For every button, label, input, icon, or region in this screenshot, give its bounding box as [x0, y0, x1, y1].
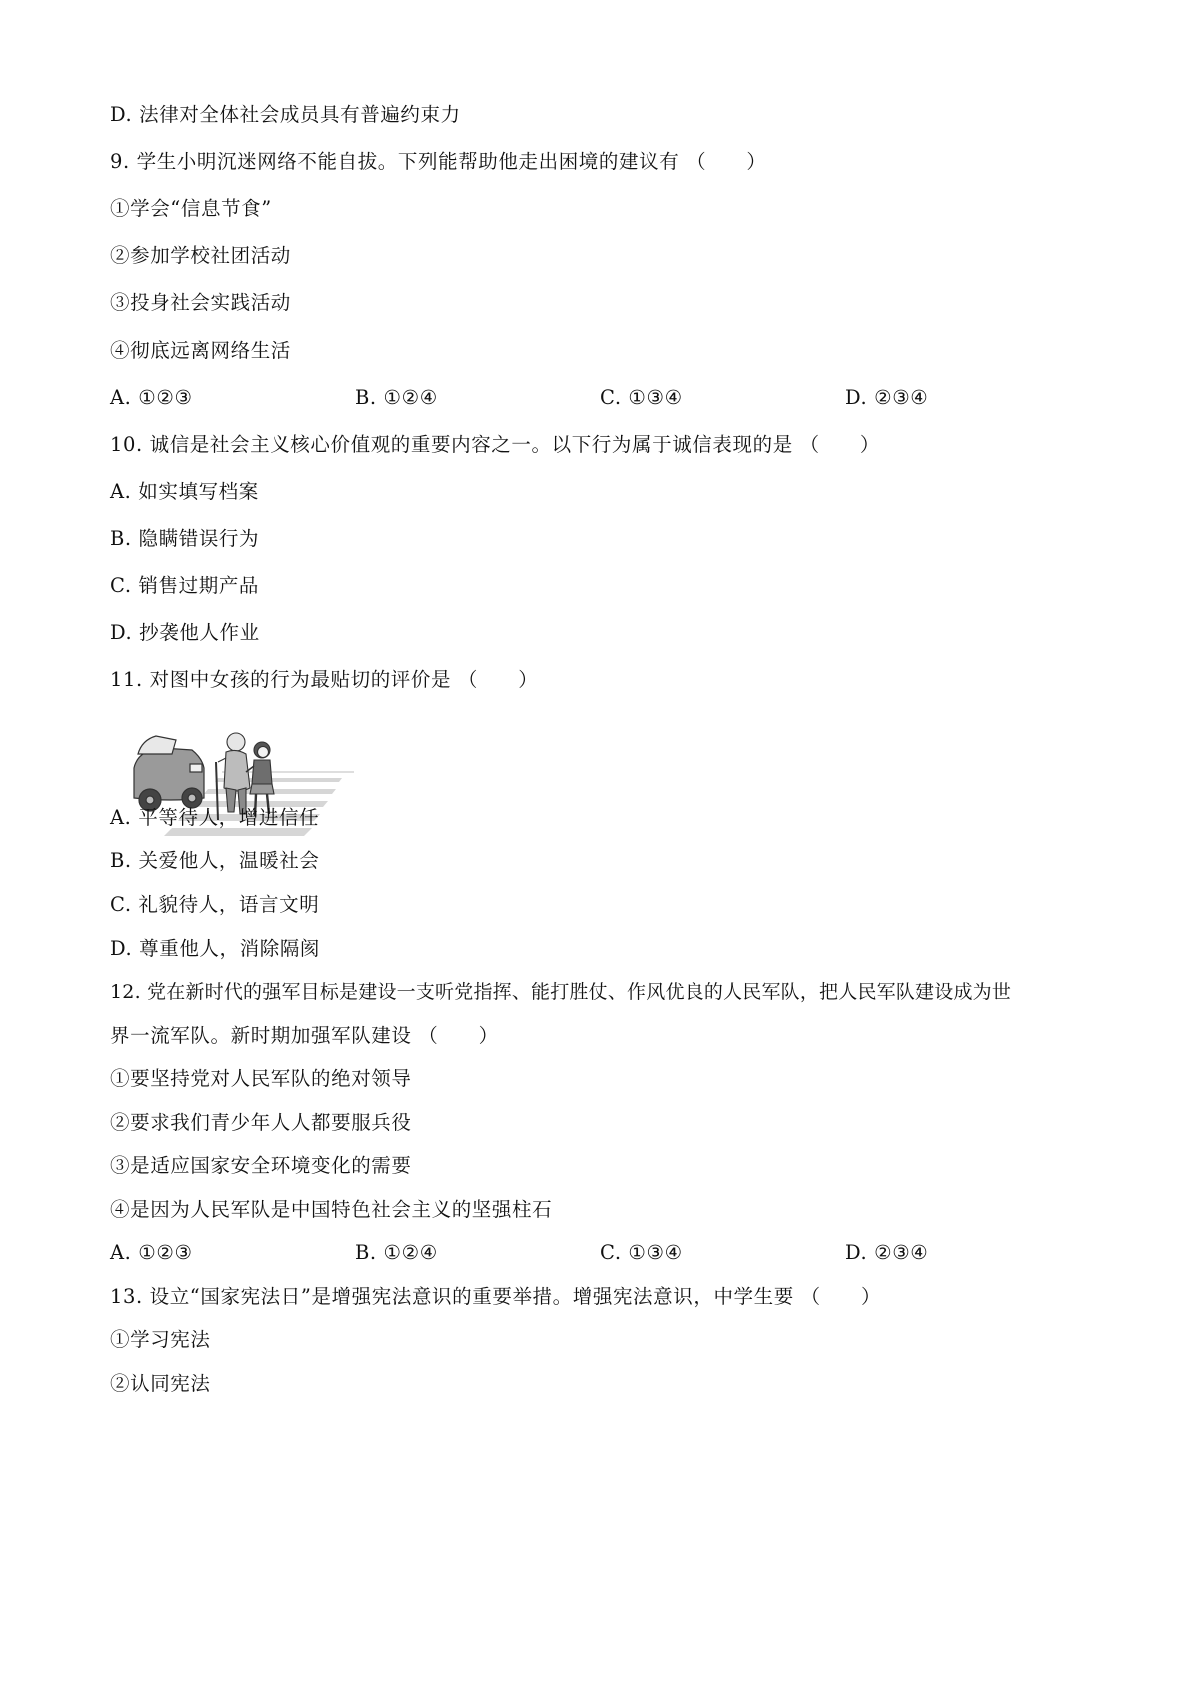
q12-item-3: ③是适应国家安全环境变化的需要 — [110, 1154, 412, 1177]
q9-option-b: B. ①②④ — [355, 386, 438, 409]
q9-option-d: D. ②③④ — [845, 386, 929, 409]
q12-option-c: C. ①③④ — [600, 1241, 683, 1264]
q13-item-2: ②认同宪法 — [110, 1372, 211, 1395]
q10-option-c: C. 销售过期产品 — [110, 574, 260, 597]
q9-item-1: ①学会“信息节食” — [110, 197, 272, 220]
q10-option-b: B. 隐瞒错误行为 — [110, 527, 260, 550]
q11-option-d: D. 尊重他人，消除隔阂 — [110, 937, 321, 960]
q9-item-4: ④彻底远离网络生活 — [110, 339, 291, 362]
q10-option-a: A. 如实填写档案 — [110, 480, 259, 503]
q12-item-4: ④是因为人民军队是中国特色社会主义的坚强柱石 — [110, 1198, 553, 1221]
q13-stem: 13. 设立“国家宪法日”是增强宪法意识的重要举措。增强宪法意识，中学生要 （ ） — [110, 1285, 882, 1308]
q12-option-b: B. ①②④ — [355, 1241, 438, 1264]
q12-option-a: A. ①②③ — [110, 1241, 193, 1264]
q12-stem-line-1: 12. 党在新时代的强军目标是建设一支听党指挥、能打胜仗、作风优良的人民军队，把人民军队建设成为世 — [110, 981, 1012, 1003]
q11-option-c: C. 礼貌待人，语言文明 — [110, 893, 320, 916]
q9-item-3: ③投身社会实践活动 — [110, 291, 291, 314]
q9-option-c: C. ①③④ — [600, 386, 683, 409]
q13-item-1: ①学习宪法 — [110, 1328, 211, 1351]
q12-item-2: ②要求我们青少年人人都要服兵役 — [110, 1111, 412, 1134]
q10-option-d: D. 抄袭他人作业 — [110, 621, 260, 644]
q12-stem-line-2: 界一流军队。新时期加强军队建设 （ ） — [110, 1024, 499, 1047]
q11-option-b: B. 关爱他人，温暖社会 — [110, 849, 320, 872]
q12-option-d: D. ②③④ — [845, 1241, 929, 1264]
q9-stem: 9. 学生小明沉迷网络不能自拔。下列能帮助他走出困境的建议有 （ ） — [110, 150, 767, 173]
q8-option-d: D. 法律对全体社会成员具有普遍约束力 — [110, 103, 461, 126]
q9-option-a: A. ①②③ — [110, 386, 193, 409]
q10-stem: 10. 诚信是社会主义核心价值观的重要内容之一。以下行为属于诚信表现的是 （ ） — [110, 433, 881, 456]
q9-item-2: ②参加学校社团活动 — [110, 244, 291, 267]
q12-item-1: ①要坚持党对人民军队的绝对领导 — [110, 1067, 412, 1090]
q11-option-a: A. 平等待人，增进信任 — [110, 806, 320, 829]
q11-stem: 11. 对图中女孩的行为最贴切的评价是 （ ） — [110, 668, 539, 691]
